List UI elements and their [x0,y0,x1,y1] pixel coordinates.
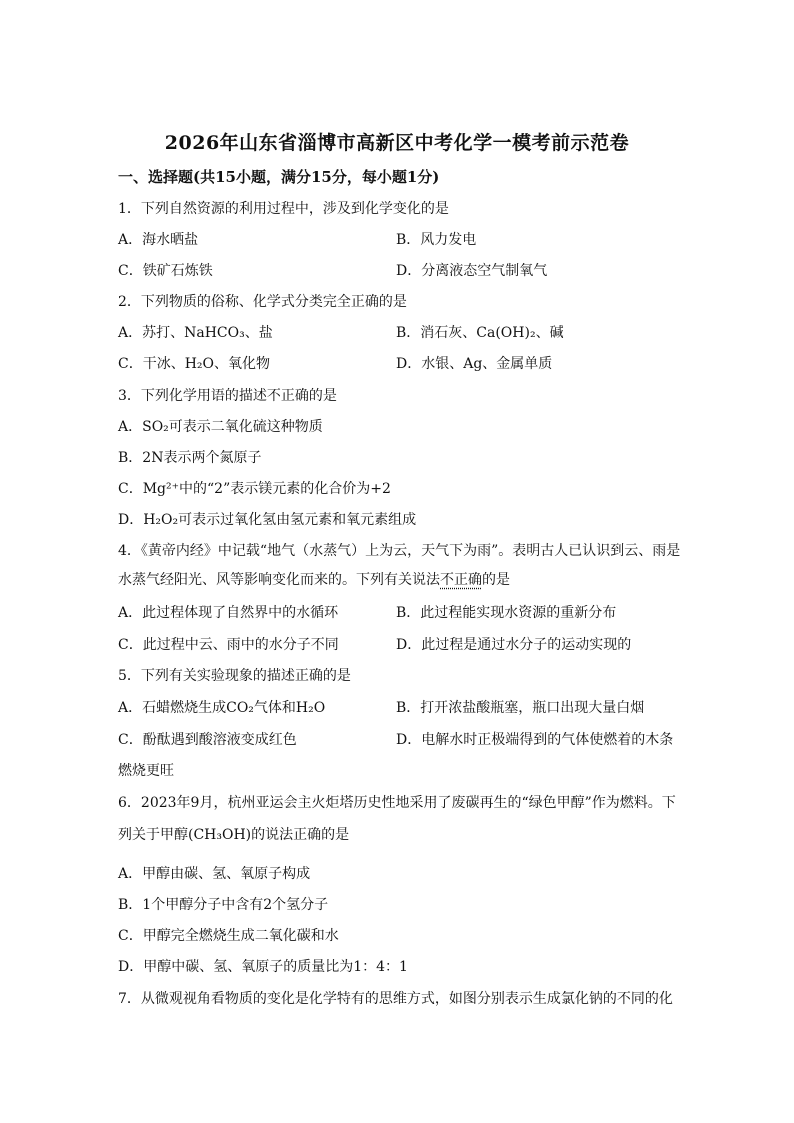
question-5-option-b: B．打开浓盐酸瓶塞，瓶口出现大量白烟 [396,700,645,716]
question-6-stem-line-1: 6．2023年9月，杭州亚运会主火炬塔历史性地采用了废碳再生的“绿色甲醇”作为燃料。下 [118,795,676,811]
question-4-option-b: B．此过程能实现水资源的重新分布 [396,605,617,621]
question-4-option-c: C．此过程中云、雨中的水分子不同 [118,637,339,653]
question-4-option-d: D．此过程是通过水分子的运动实现的 [396,637,632,653]
question-1-option-d: D．分离液态空气制氧气 [396,263,548,279]
question-6-option-a: A．甲醇由碳、氢、氧原子构成 [118,866,311,882]
question-4-stem-line-1: 4．《黄帝内经》中记载“地气（水蒸气）上为云，天气下为雨”。表明古人已认识到云、雨是 [118,543,681,559]
exam-title: 2026年山东省淄博市高新区中考化学一模考前示范卷 [164,132,630,154]
question-1-option-a: A．海水晒盐 [118,232,199,248]
question-5-stem: 5．下列有关实验现象的描述正确的是 [118,668,351,684]
question-4-stem-end: 的是 [482,572,510,588]
question-3-option-d: D．H₂O₂可表示过氧化氢由氢元素和氧元素组成 [118,512,417,528]
question-1-option-b: B．风力发电 [396,232,477,248]
question-2-option-a: A．苏打、NaHCO₃、盐 [118,325,273,341]
question-1-stem: 1．下列自然资源的利用过程中，涉及到化学变化的是 [118,201,449,217]
question-4-stem-text: 水蒸气经阳光、风等影响变化而来的。下列有关说法 [118,572,440,588]
question-6-option-c: C．甲醇完全燃烧生成二氧化碳和水 [118,928,339,944]
question-5-option-a: A．石蜡燃烧生成CO₂气体和H₂O [118,700,326,716]
question-4-stem-line-2 [118,569,510,589]
question-3-option-a: A．SO₂可表示二氧化硫这种物质 [118,419,323,435]
question-7-stem: 7．从微观视角看物质的变化是化学特有的思维方式，如图分别表示生成氯化钠的不同的化 [118,991,673,1007]
question-6-stem-line-2: 列关于甲醇(CH₃OH)的说法正确的是 [118,827,350,843]
question-4-option-a: A．此过程体现了自然界中的水循环 [118,605,339,621]
section-heading: 一、选择题(共15小题，满分15分，每小题1分) [118,168,440,186]
question-3-stem: 3．下列化学用语的描述不正确的是 [118,388,337,404]
question-3-option-b: B．2N表示两个氮原子 [118,450,262,466]
question-2-option-b: B．消石灰、Ca(OH)₂、碱 [396,325,564,341]
question-2-option-c: C．干冰、H₂O、氧化物 [118,356,271,372]
question-2-stem: 2．下列物质的俗称、化学式分类完全正确的是 [118,294,407,310]
question-2-option-d: D．水银、Ag、金属单质 [396,356,553,372]
question-5-option-d-continued: 燃烧更旺 [118,763,174,779]
question-4-emphasis: 不正确 [440,572,482,588]
question-6-option-b: B．1个甲醇分子中含有2个氢分子 [118,897,329,913]
question-5-option-d: D．电解水时正极端得到的气体使燃着的木条 [396,732,674,748]
question-5-option-c: C．酚酞遇到酸溶液变成红色 [118,732,297,748]
question-1-option-c: C．铁矿石炼铁 [118,263,213,279]
question-6-option-d: D．甲醇中碳、氢、氧原子的质量比为1：4：1 [118,959,408,975]
question-3-option-c: C．Mg²⁺中的“2”表示镁元素的化合价为+2 [118,481,391,497]
